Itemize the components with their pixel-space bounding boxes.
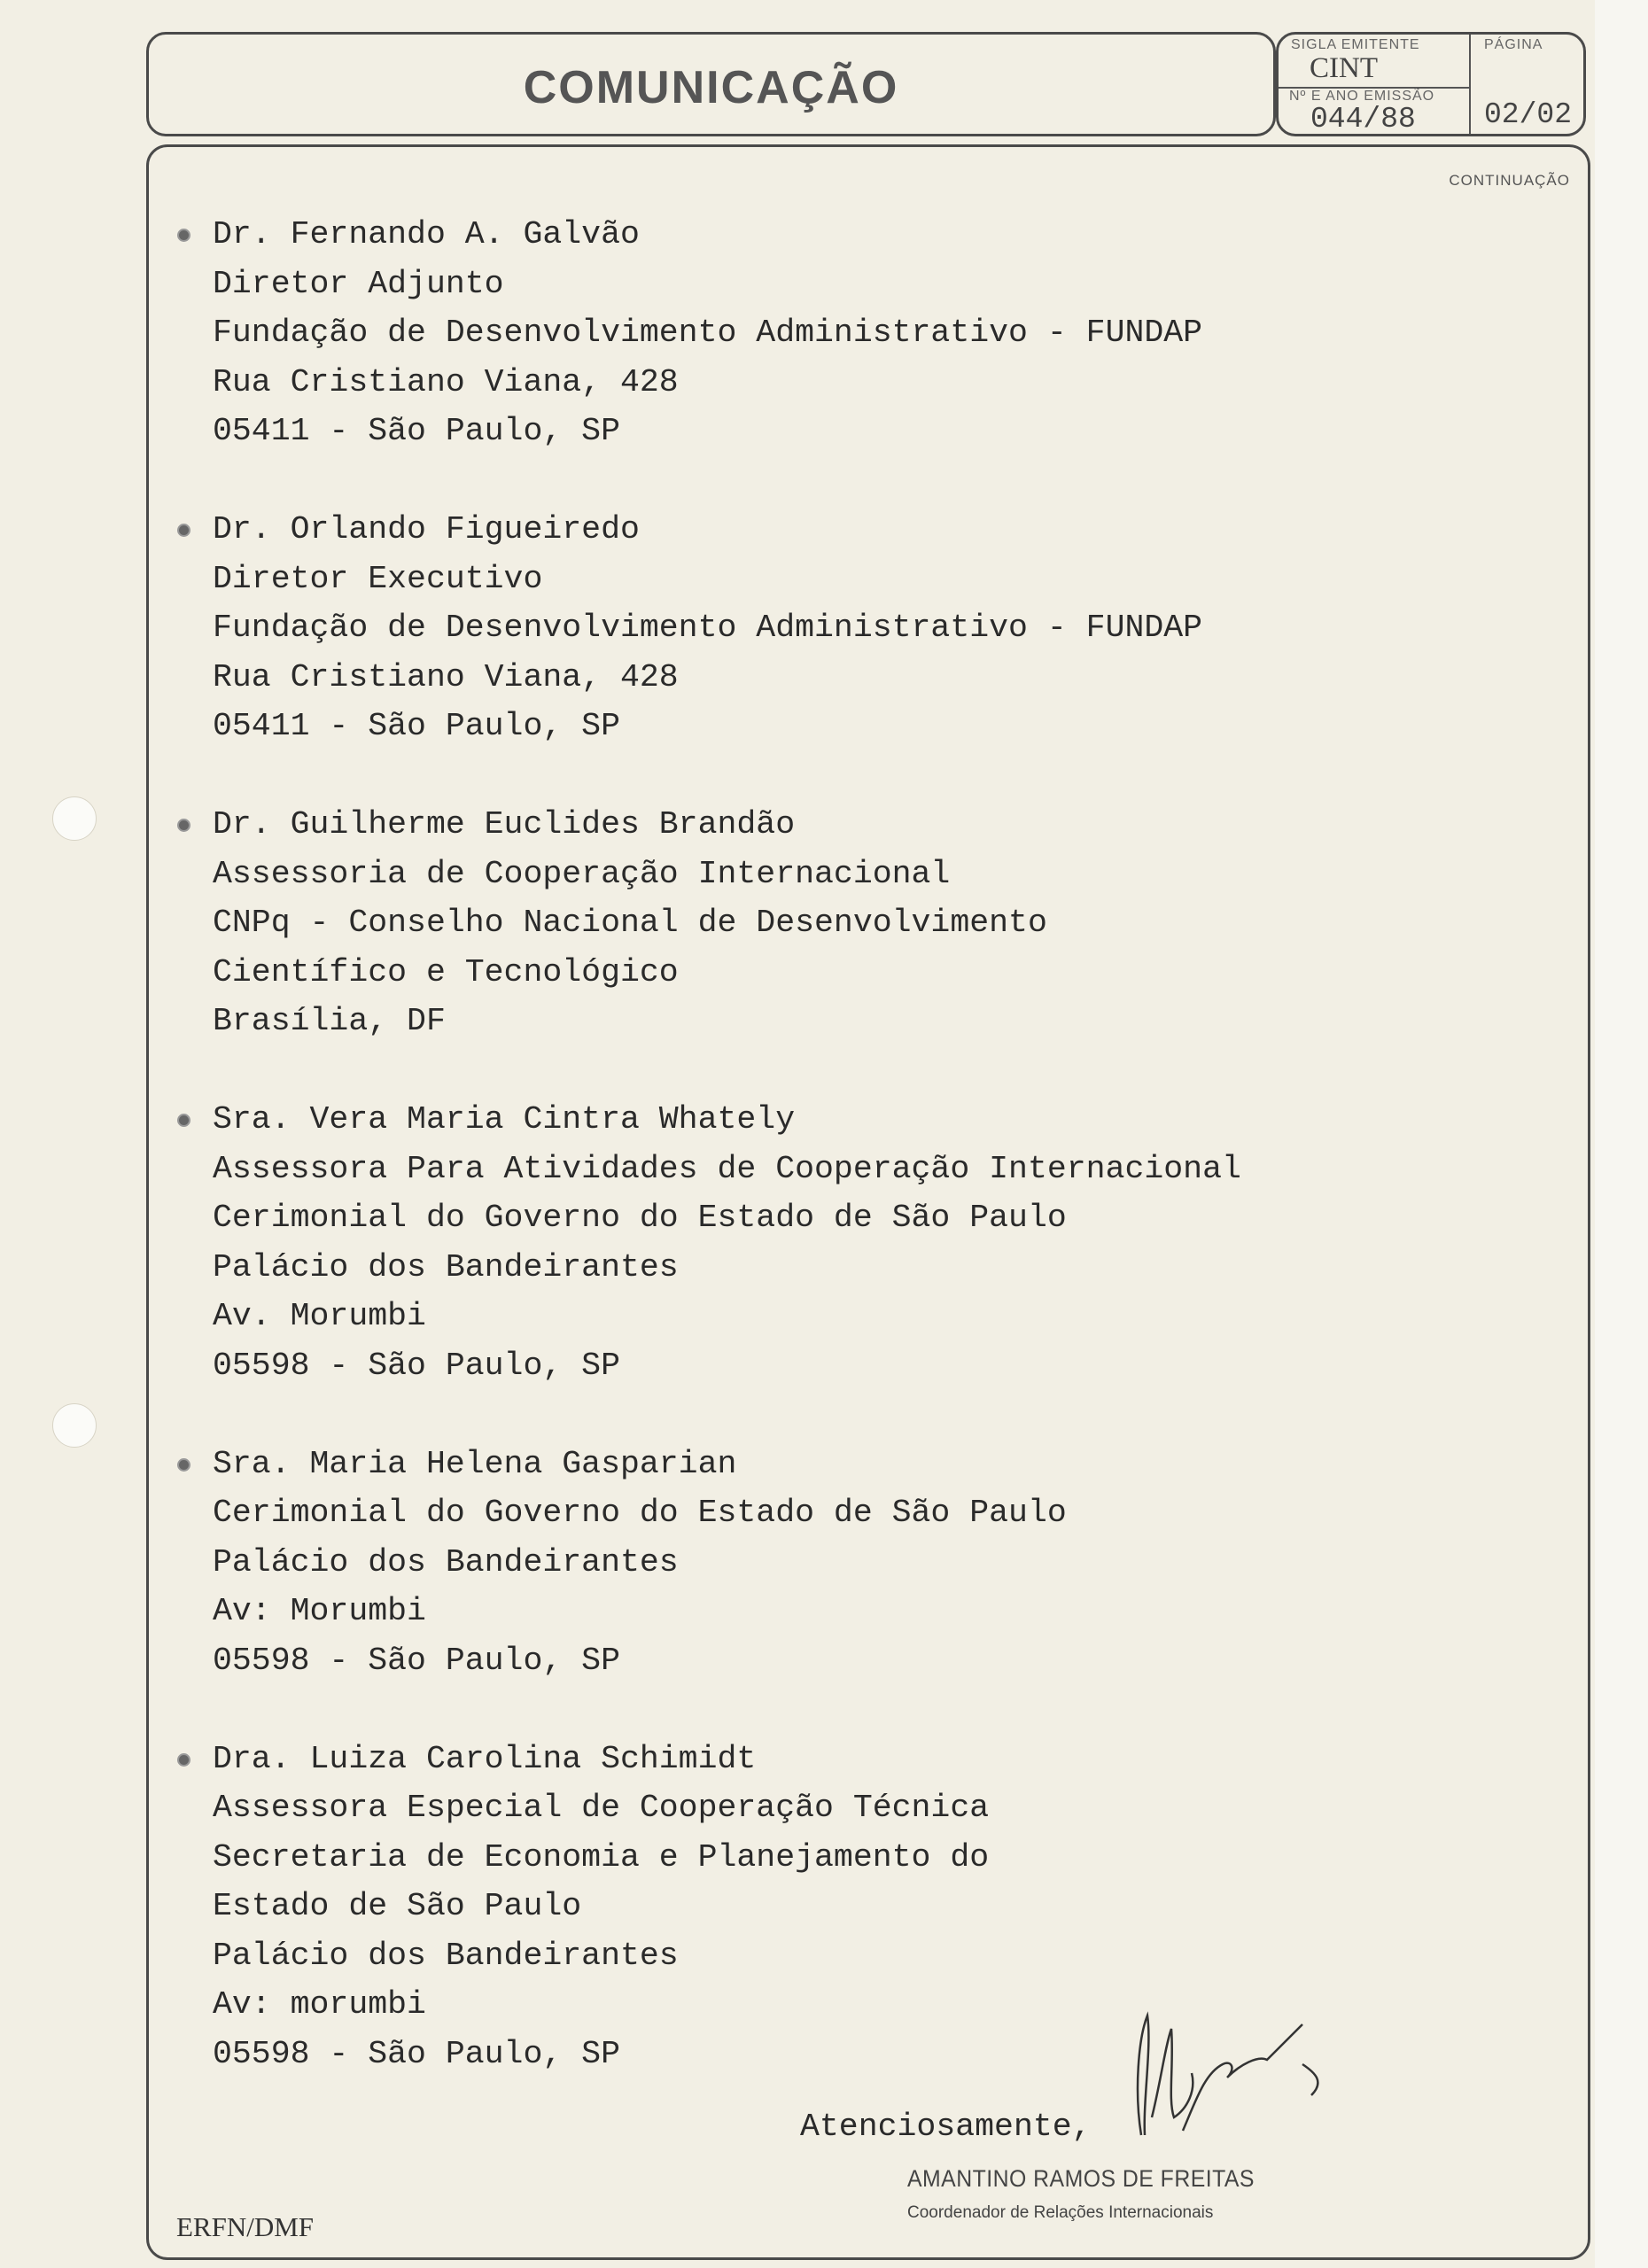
recipient-line [213, 948, 1241, 998]
recipient-name [213, 505, 1241, 555]
recipient-text: Palácio dos Bandeirantes [213, 1937, 679, 1974]
recipient-line [213, 702, 1241, 751]
recipient-name [213, 1440, 1241, 1489]
recipient-line [213, 603, 1241, 653]
recipient-text: Rua Cristiano Viana, 428 [213, 363, 679, 400]
bullet-icon [177, 524, 190, 537]
signatory-name: AMANTINO RAMOS DE FREITAS [907, 2165, 1255, 2192]
bullet-icon [177, 1458, 190, 1472]
recipient-text: Rua Cristiano Viana, 428 [213, 658, 679, 695]
recipient-line [213, 1538, 1241, 1588]
recipient-text: 05598 - São Paulo, SP [213, 1347, 620, 1384]
document-title: COMUNICAÇÃO [523, 62, 899, 113]
recipient-text: Av: Morumbi [213, 1593, 426, 1629]
recipient-text: Brasília, DF [213, 1003, 446, 1039]
continuation-label: CONTINUAÇÃO [1449, 172, 1570, 189]
signatory-role: Coordenador de Relações Internacionais [907, 2203, 1214, 2222]
recipient-text: Sra. Vera Maria Cintra Whately [213, 1101, 796, 1138]
recipient-line [213, 1243, 1241, 1293]
pagina-label: PÁGINA [1484, 37, 1543, 52]
recipient-text: Dr. Guilherme Euclides Brandão [213, 806, 796, 843]
recipient-text: Dr. Fernando A. Galvão [213, 216, 640, 252]
recipient-text: Diretor Executivo [213, 560, 543, 597]
punch-hole [52, 796, 97, 841]
recipient-text: Fundação de Desenvolvimento Administrativo - FUNDAP [213, 315, 1203, 351]
recipient-line [213, 1980, 1241, 2030]
bullet-icon [177, 819, 190, 832]
recipient-text: Sra. Maria Helena Gasparian [213, 1445, 737, 1482]
numero-label: Nº E ANO EMISSÃO [1289, 89, 1435, 104]
recipient-line [213, 653, 1241, 703]
signature [1125, 2011, 1391, 2144]
sigla-value: CINT [1310, 52, 1378, 84]
pagina-value: 02/02 [1484, 98, 1573, 131]
recipient-line [213, 1882, 1241, 1931]
recipient-line [213, 358, 1241, 408]
recipient-text: Assessora Para Atividades de Cooperação Internacional [213, 1150, 1241, 1187]
recipient-text: Assessora Especial de Cooperação Técnica [213, 1790, 990, 1826]
recipient-line [213, 1931, 1241, 1981]
recipient-list [213, 210, 1241, 2128]
recipient-text: Av: morumbi [213, 1986, 426, 2023]
recipient-name [213, 1735, 1241, 1784]
bullet-icon [177, 1753, 190, 1767]
recipient-line [213, 1145, 1241, 1194]
reference-initials: ERFN/DMF [176, 2211, 315, 2242]
spacer [213, 1685, 1241, 1735]
spacer [213, 1046, 1241, 1096]
numero-value: 044/88 [1310, 103, 1416, 136]
recipient-text: Palácio dos Bandeirantes [213, 1543, 679, 1581]
recipient-line [213, 308, 1241, 358]
recipient-text: CNPq - Conselho Nacional de Desenvolvimento [213, 905, 1047, 941]
recipient-line [213, 555, 1241, 604]
recipient-text: Dra. Luiza Carolina Schimidt [213, 1740, 757, 1777]
recipient-text: 05411 - São Paulo, SP [213, 708, 620, 744]
recipient-line [213, 260, 1241, 309]
spacer [213, 751, 1241, 801]
bullet-icon [177, 1114, 190, 1127]
recipient-text: Cerimonial do Governo do Estado de São Paulo [213, 1495, 1067, 1531]
recipient-line [213, 898, 1241, 948]
metadata-box [1276, 32, 1586, 136]
recipient-text: Fundação de Desenvolvimento Administrativo - FUNDAP [213, 610, 1203, 646]
recipient-line [213, 1833, 1241, 1883]
recipient-line [213, 1783, 1241, 1833]
recipient-text: 05598 - São Paulo, SP [213, 1642, 620, 1679]
recipient-text: Cerimonial do Governo do Estado de São Paulo [213, 1200, 1067, 1236]
divider [1469, 35, 1471, 134]
recipient-line [213, 1193, 1241, 1243]
recipient-text: 05411 - São Paulo, SP [213, 413, 620, 449]
bullet-icon [177, 229, 190, 242]
recipient-line [213, 1292, 1241, 1341]
recipient-text: Av. Morumbi [213, 1298, 426, 1334]
recipient-name [213, 800, 1241, 850]
recipient-text: Palácio dos Bandeirantes [213, 1248, 679, 1285]
sigla-label: SIGLA EMITENTE [1291, 37, 1420, 52]
recipient-name [213, 1095, 1241, 1145]
closing: Atenciosamente, [800, 2109, 1092, 2145]
recipient-text: Dr. Orlando Figueiredo [213, 511, 640, 548]
recipient-line [213, 1587, 1241, 1636]
punch-hole [52, 1403, 97, 1448]
recipient-line [213, 1488, 1241, 1538]
scan-edge [1595, 0, 1648, 2268]
spacer [213, 456, 1241, 506]
recipient-name [213, 210, 1241, 260]
header-box [146, 32, 1276, 136]
spacer [213, 1390, 1241, 1440]
recipient-line [213, 1341, 1241, 1391]
recipient-line [213, 407, 1241, 456]
recipient-line [213, 997, 1241, 1046]
recipient-text: Diretor Adjunto [213, 265, 504, 302]
recipient-text: 05598 - São Paulo, SP [213, 2035, 620, 2072]
recipient-text: Estado de São Paulo [213, 1888, 582, 1924]
recipient-line [213, 1636, 1241, 1686]
recipient-line [213, 2030, 1241, 2079]
recipient-line [213, 850, 1241, 899]
recipient-text: Secretaria de Economia e Planejamento do [213, 1838, 990, 1876]
recipient-text: Científico e Tecnológico [213, 953, 679, 990]
recipient-text: Assessoria de Cooperação Internacional [213, 855, 951, 892]
